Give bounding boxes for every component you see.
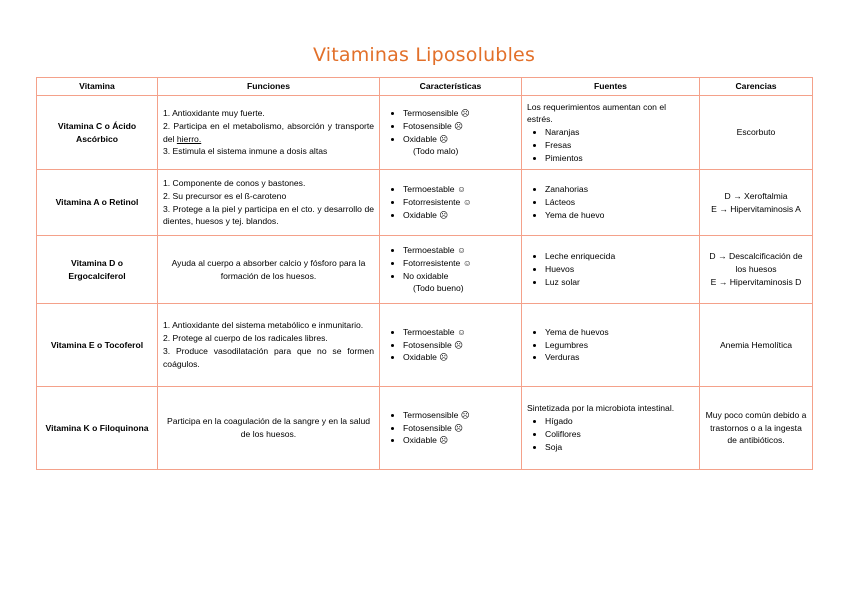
page-title: Vitaminas Liposolubles <box>312 44 536 66</box>
source-item: • Coliflores <box>545 428 694 441</box>
functions-cell <box>158 96 380 170</box>
characteristic-item: • Oxidable ☹ <box>403 434 516 447</box>
table-row <box>37 387 813 470</box>
header-fuentes: Fuentes <box>522 78 700 96</box>
functions-cell <box>158 170 380 236</box>
characteristics-cell <box>380 96 522 170</box>
sources-intro: Sintetizada por la microbiota intestinal. <box>527 403 675 414</box>
deficiency-cell <box>700 236 813 304</box>
vitamin-name: Vitamina E o Tocoferol <box>37 304 158 387</box>
vitamin-name: Vitamina K o Filoquinona <box>37 387 158 470</box>
characteristic-item: • Termoestable ☺ <box>403 183 516 196</box>
characteristic-item: • Termosensible ☹ <box>403 107 516 120</box>
function-item: 3. Protege a la piel y participa en el cto. y desarrollo de dientes, huesos y tej. blandos. <box>163 203 374 227</box>
characteristics-cell <box>380 170 522 236</box>
characteristic-item: • No oxidable <box>403 270 516 283</box>
function-link-text: hierro. <box>176 133 202 144</box>
source-item: • Luz solar <box>545 276 694 289</box>
header-vitamina: Vitamina <box>37 78 158 96</box>
source-item: • Zanahorias <box>545 183 694 196</box>
deficiency-item: Muy poco común debido a trastornos o a la ingesta de antibióticos. <box>705 409 807 446</box>
header-caracteristicas: Características <box>380 78 522 96</box>
vitamin-name: Vitamina C o Ácido Ascórbico <box>37 96 158 170</box>
table-header-row <box>37 78 813 96</box>
characteristic-item: • Fotorresistente ☺ <box>403 196 516 209</box>
function-item: 3. Estimula el sistema inmune a dosis altas <box>163 146 328 157</box>
deficiency-cell <box>700 170 813 236</box>
functions-cell <box>158 304 380 387</box>
characteristic-item: • Oxidable ☹ <box>403 351 516 364</box>
function-item: 3. Produce vasodilatación para que no se formen coágulos. <box>163 346 374 369</box>
deficiency-cell <box>700 96 813 170</box>
characteristics-cell <box>380 304 522 387</box>
table-row <box>37 304 813 387</box>
function-item <box>163 120 374 146</box>
deficiency-item: Escorbuto <box>736 127 776 138</box>
source-item: • Soja <box>545 441 694 454</box>
characteristic-item: • Termosensible ☹ <box>403 409 516 422</box>
characteristics-note: (Todo malo) <box>413 146 459 157</box>
source-item: • Lácteos <box>545 196 694 209</box>
source-item: • Huevos <box>545 263 694 276</box>
characteristics-cell <box>380 236 522 304</box>
characteristic-item: • Fotosensible ☹ <box>403 422 516 435</box>
characteristic-item: • Oxidable ☹ <box>403 133 516 146</box>
sources-intro: Los requerimientos aumentan con el estrés. <box>527 101 667 125</box>
deficiency-cell <box>700 387 813 470</box>
table-row <box>37 96 813 170</box>
sources-cell <box>522 96 700 170</box>
header-funciones: Funciones <box>158 78 380 96</box>
function-item: 2. Su precursor es el ß-caroteno <box>163 190 287 201</box>
characteristic-item: • Fotorresistente ☺ <box>403 257 516 270</box>
characteristics-note: (Todo bueno) <box>413 283 464 294</box>
deficiency-item: D → Xeroftalmia <box>724 190 788 201</box>
source-item: • Fresas <box>545 139 694 152</box>
source-item: • Pimientos <box>545 152 694 165</box>
deficiency-item: Anemia Hemolítica <box>719 339 793 350</box>
characteristic-item: • Termoestable ☺ <box>403 326 516 339</box>
source-item: • Yema de huevo <box>545 209 694 222</box>
characteristic-item: • Fotosensible ☹ <box>403 120 516 133</box>
function-item: Participa en la coagulación de la sangre y en la salud de los huesos. <box>166 416 371 439</box>
functions-cell <box>158 387 380 470</box>
sources-cell <box>522 170 700 236</box>
source-item: • Naranjas <box>545 126 694 139</box>
sources-cell <box>522 236 700 304</box>
table-row <box>37 170 813 236</box>
deficiency-item: E → Hipervitaminosis D <box>710 276 802 287</box>
function-item: 2. Protege al cuerpo de los radicales libres. <box>163 333 328 344</box>
table-row <box>37 236 813 304</box>
source-item: • Legumbres <box>545 339 694 352</box>
source-item: • Hígado <box>545 415 694 428</box>
characteristics-cell <box>380 387 522 470</box>
vitamin-name: Vitamina A o Retinol <box>37 170 158 236</box>
characteristic-item: • Fotosensible ☹ <box>403 339 516 352</box>
characteristic-item: • Oxidable ☹ <box>403 209 516 222</box>
sources-cell <box>522 387 700 470</box>
deficiency-item: D → Descalcificación de los huesos <box>709 251 803 275</box>
function-item: Ayuda al cuerpo a absorber calcio y fósforo para la formación de los huesos. <box>171 257 366 281</box>
vitamin-name: Vitamina D o Ergocalciferol <box>37 236 158 304</box>
deficiency-cell <box>700 304 813 387</box>
vitamins-table <box>36 77 813 470</box>
deficiency-item: E → Hipervitaminosis A <box>711 203 801 214</box>
functions-cell <box>158 236 380 304</box>
function-item: 1. Componente de conos y bastones. <box>163 177 306 188</box>
function-item: 1. Antioxidante del sistema metabólico e inmunitario. <box>163 320 364 331</box>
source-item: • Verduras <box>545 351 694 364</box>
sources-cell <box>522 304 700 387</box>
source-item: • Yema de huevos <box>545 326 694 339</box>
function-item: 1. Antioxidante muy fuerte. <box>163 107 265 118</box>
source-item: • Leche enriquecida <box>545 250 694 263</box>
characteristic-item: • Termoestable ☺ <box>403 244 516 257</box>
function-text: 2. Participa en el metabolismo, absorción y transporte del <box>163 120 374 144</box>
header-carencias: Carencias <box>700 78 813 96</box>
